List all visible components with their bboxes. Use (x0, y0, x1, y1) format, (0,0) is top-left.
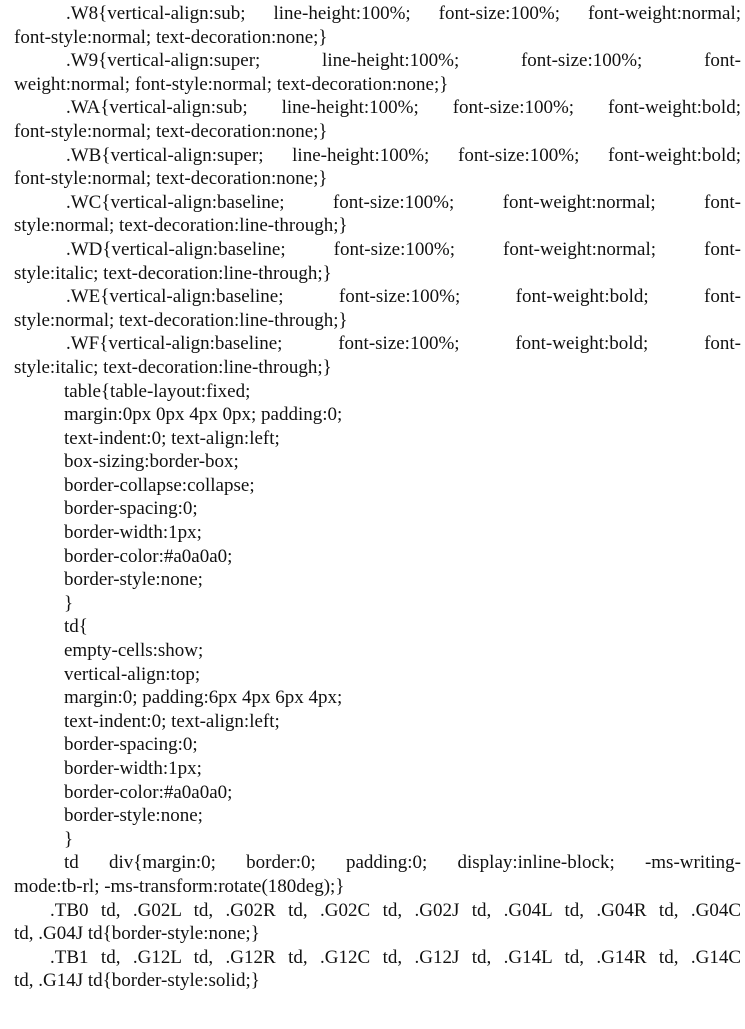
code-line: table{table-layout:fixed; (64, 380, 251, 402)
code-line: border-width:1px; (64, 522, 202, 544)
code-line: border-style:none; (64, 569, 203, 591)
code-line: empty-cells:show; (64, 640, 204, 662)
code-line: td{ (64, 616, 88, 638)
code-line: font-style:normal; text-decoration:none;} (14, 26, 328, 48)
code-line: border-collapse:collapse; (64, 474, 255, 496)
code-line: margin:0px 0px 4px 0px; padding:0; (64, 404, 343, 426)
code-line: border-color:#a0a0a0; (64, 545, 233, 567)
code-line: style:normal; text-decoration:line-through;} (14, 309, 348, 331)
code-line: border-spacing:0; (64, 734, 198, 756)
code-line: .TB1 td, .G12L td, .G12R td, .G12C td, .G12J td, .G14L td, .G14R td, .G14C (50, 946, 741, 968)
code-line: td, .G04J td{border-style:none;} (14, 923, 260, 945)
code-line: style:italic; text-decoration:line-through;} (14, 262, 332, 284)
code-line: font-style:normal; text-decoration:none;} (14, 120, 328, 142)
code-line: .WD{vertical-align:baseline; font-size:100%; font-weight:normal; font- (66, 238, 741, 260)
code-line: font-style:normal; text-decoration:none;} (14, 168, 328, 190)
code-line: .WC{vertical-align:baseline; font-size:100%; font-weight:normal; font- (66, 191, 741, 213)
code-line: .TB0 td, .G02L td, .G02R td, .G02C td, .G02J td, .G04L td, .G04R td, .G04C (50, 899, 741, 921)
code-line: .WE{vertical-align:baseline; font-size:100%; font-weight:bold; font- (66, 286, 741, 308)
code-line: text-indent:0; text-align:left; (64, 710, 280, 732)
code-line: td div{margin:0; border:0; padding:0; display:inline-block; -ms-writing- (64, 852, 741, 874)
code-line: border-style:none; (64, 805, 203, 827)
code-line: border-spacing:0; (64, 498, 198, 520)
code-line: .W8{vertical-align:sub; line-height:100%; font-size:100%; font-weight:normal; (66, 3, 741, 24)
code-line: box-sizing:border-box; (64, 451, 239, 473)
code-line: style:italic; text-decoration:line-through;} (14, 356, 332, 378)
code-line: .WF{vertical-align:baseline; font-size:100%; font-weight:bold; font- (66, 333, 741, 355)
code-line: margin:0; padding:6px 4px 6px 4px; (64, 687, 343, 709)
code-line: td, .G14J td{border-style:solid;} (14, 970, 260, 992)
code-line: vertical-align:top; (64, 663, 201, 685)
code-line: weight:normal; font-style:normal; text-decoration:none;} (14, 73, 449, 95)
code-line: } (64, 828, 74, 850)
code-line: .WB{vertical-align:super; line-height:100%; font-size:100%; font-weight:bold; (66, 144, 741, 166)
code-line: text-indent:0; text-align:left; (64, 427, 280, 449)
code-line: mode:tb-rl; -ms-transform:rotate(180deg);} (14, 875, 345, 897)
code-line: border-color:#a0a0a0; (64, 781, 233, 803)
code-line: .WA{vertical-align:sub; line-height:100%; font-size:100%; font-weight:bold; (66, 97, 741, 119)
code-line: border-width:1px; (64, 758, 202, 779)
document-page (14, 2, 741, 993)
code-listing (14, 2, 741, 993)
code-line: } (64, 592, 74, 614)
code-line: .W9{vertical-align:super; line-height:100%; font-size:100%; font- (66, 50, 741, 72)
code-line: style:normal; text-decoration:line-through;} (14, 215, 348, 237)
